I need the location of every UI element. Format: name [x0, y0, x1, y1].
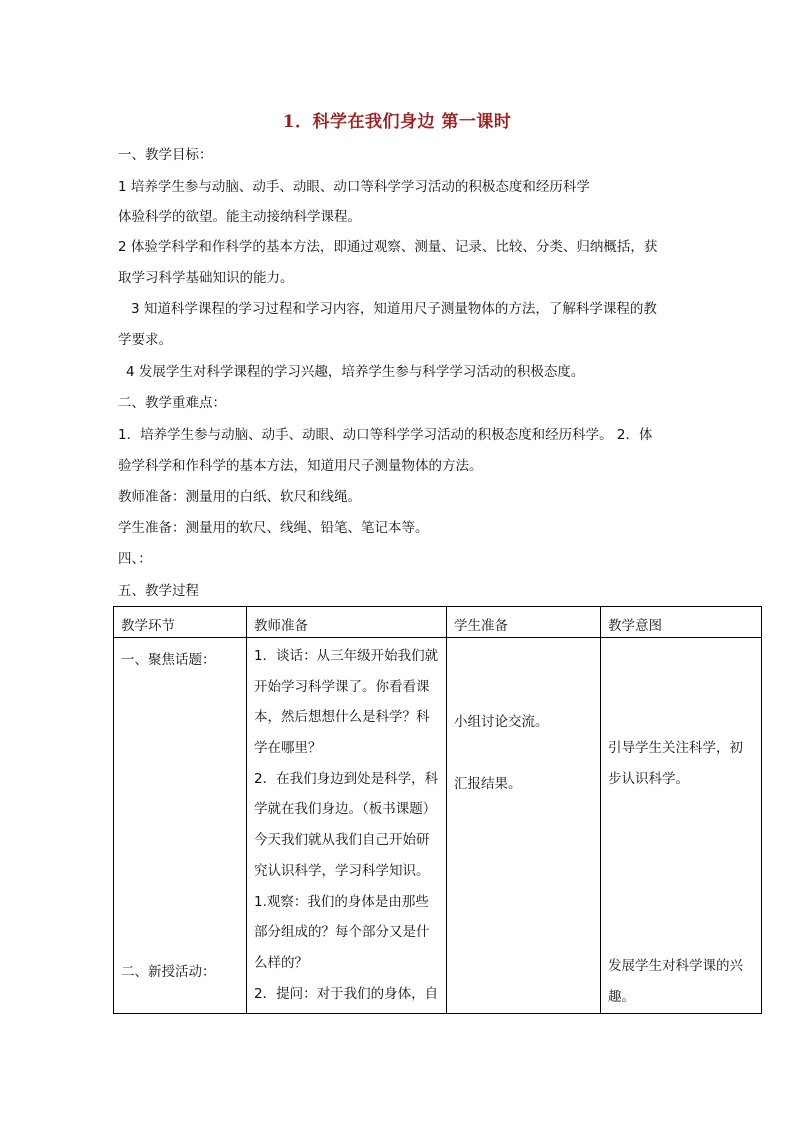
stage-new-activity: 二、新授活动：	[121, 964, 216, 980]
teacher-line: 部分组成的？每个部分又是什	[254, 924, 430, 941]
keypoints-heading: 二、教学重难点：	[118, 395, 226, 411]
header-student: 学生准备	[454, 618, 508, 634]
keypoints-line-1: 1．培养学生参与动脑、动手、动眼、动口等科学学习活动的积极态度和经历科学。 2．体	[118, 427, 653, 443]
section-4: 四、：	[118, 551, 152, 567]
header-cell	[114, 607, 247, 638]
intent-line: 趣。	[608, 988, 635, 1005]
teacher-line: 本，然后想想什么是科学？科	[254, 709, 430, 726]
student-report: 汇报结果。	[454, 776, 522, 792]
goal-4: 4 发展学生对科学课程的学习兴趣，培养学生参与科学学习活动的积极态度。	[126, 364, 585, 380]
intent-line: 步认识科学。	[608, 770, 689, 787]
table-header-row	[114, 607, 762, 638]
keypoints-line-2: 验学科学和作科学的基本方法，知道用尺子测量物体的方法。	[118, 458, 483, 474]
intent-block-2	[608, 951, 743, 1012]
intent-cell	[601, 638, 762, 1014]
goal-2-line-2: 取学习科学基础知识的能力。	[118, 270, 294, 286]
document-title: 1．科学在我们身边 第一课时	[282, 112, 512, 132]
goal-2-line-1: 2 体验学科学和作科学的基本方法，即通过观察、测量、记录、比较、分类、归纳概括，获	[118, 239, 658, 255]
teacher-content	[254, 641, 438, 1009]
teacher-line: 2．提问：对于我们的身体，自	[254, 985, 439, 1002]
teacher-line: 究认识科学，学习科学知识。	[254, 862, 430, 879]
teacher-line: 2．在我们身边到处是科学，科	[254, 770, 439, 787]
teacher-line: 么样的？	[254, 954, 308, 971]
teacher-line: 1．谈话：从三年级开始我们就	[254, 648, 439, 664]
teacher-line: 学在哪里？	[254, 740, 322, 757]
teacher-line: 1.观察：我们的身体是由那些	[254, 893, 429, 910]
stage-focus: 一、聚焦话题：	[121, 652, 216, 668]
teacher-line: 今天我们就从我们自己开始研	[254, 832, 430, 849]
stage-cell	[114, 638, 247, 1014]
goals-heading: 一、教学目标：	[118, 147, 213, 163]
student-prep: 学生准备：测量用的软尺、线绳、铅笔、笔记本等。	[118, 520, 429, 536]
teacher-cell	[247, 638, 447, 1014]
goal-1-line-2: 体验科学的欲望。能主动接纳科学课程。	[118, 209, 361, 225]
header-teacher: 教师准备	[254, 618, 308, 634]
goal-1-line-1: 1 培养学生参与动脑、动手、动眼、动口等科学学习活动的积极态度和经历科学	[118, 179, 590, 195]
intent-line: 发展学生对科学课的兴	[608, 958, 743, 974]
teacher-prep: 教师准备：测量用的白纸、软尺和线绳。	[118, 489, 361, 505]
header-cell	[447, 607, 601, 638]
teaching-process-table	[113, 606, 762, 1014]
teacher-line: 学就在我们身边。（板书课题）	[254, 801, 437, 818]
header-cell	[247, 607, 447, 638]
goal-3-line-2: 学要求。	[118, 332, 172, 348]
header-cell	[601, 607, 762, 638]
student-cell	[447, 638, 601, 1014]
student-discussion: 小组讨论交流。	[454, 714, 549, 730]
header-stage: 教学环节	[121, 618, 175, 634]
intent-block-1	[608, 733, 743, 794]
table-row	[114, 638, 762, 1014]
header-intent: 教学意图	[608, 618, 662, 634]
intent-line: 引导学生关注科学，初	[608, 740, 743, 756]
teacher-line: 开始学习科学课了。你看看课	[254, 678, 430, 695]
goal-3-line-1: 3 知道科学课程的学习过程和学习内容，知道用尺子测量物体的方法，了解科学课程的教	[131, 301, 657, 317]
process-heading: 五、教学过程	[118, 583, 199, 599]
